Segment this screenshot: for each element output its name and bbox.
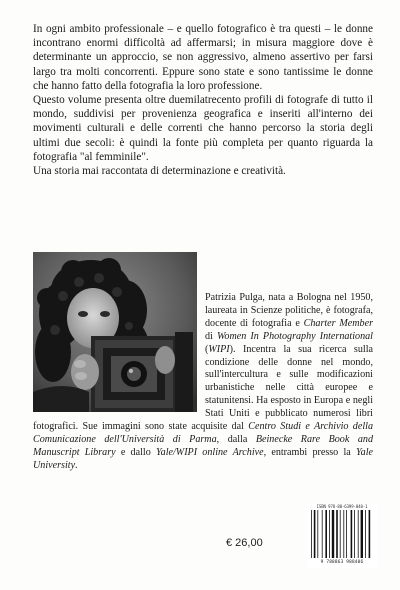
blurb-paragraph-2: Questo volume presenta oltre duemilatrecento profili di fotografe di tutto il mondo, suddivisi per provenienza geografica e inseriti all'interno dei movimenti culturali e delle correnti che hanno percorso la storia degli ultimi due secoli: è quindi la fonte più completa per quanto riguarda la fotografia "al femminile". (33, 94, 373, 163)
ean-number: 9 788863 988406 (320, 560, 364, 565)
book-blurb (33, 22, 373, 178)
blurb-paragraph-3: Una storia mai raccontata di determinazione e creatività. (33, 165, 286, 178)
blurb-paragraph-1: In ogni ambito professionale – e quello fotografico è tra questi – le donne incontrano enormi difficoltà ad affermarsi; in misura maggiore dove è determinante un approccio, se non aggressivo, almeno assertivo per farsi largo tra molti concorrenti. Eppure sono state e sono tantissime le donne che hanno fatto della fotografia la loro professione. (33, 23, 373, 92)
barcode-bars (311, 510, 373, 560)
isbn-label: ISBN 978-88-6399-840-1 (316, 504, 368, 509)
book-price: € 26,00 (226, 537, 263, 549)
isbn-barcode (307, 504, 377, 568)
author-bio: Patrizia Pulga, nata a Bologna nel 1950, laureata in Scienze politiche, è fotografa, docente di fotografia e Charter Member di Women In Photography International (WIPI). Incentra la sua ricerca sulla condizione delle donne nel mondo, sull'intercultura e sulle modificazioni urbanistiche nelle città europee e statunitensi. Ha esposto in Europa e negli Stati Uniti e pubblicato numerosi libri fotografici. Sue immagini sono state acquisite dal Centro Studi e Archivio della Comunicazione dell'Università di Parma, dalla Beinecke Rare Book and Manuscript Library e dallo Yale/WIPI online Archive, entrambi presso la Yale University. (33, 292, 374, 471)
